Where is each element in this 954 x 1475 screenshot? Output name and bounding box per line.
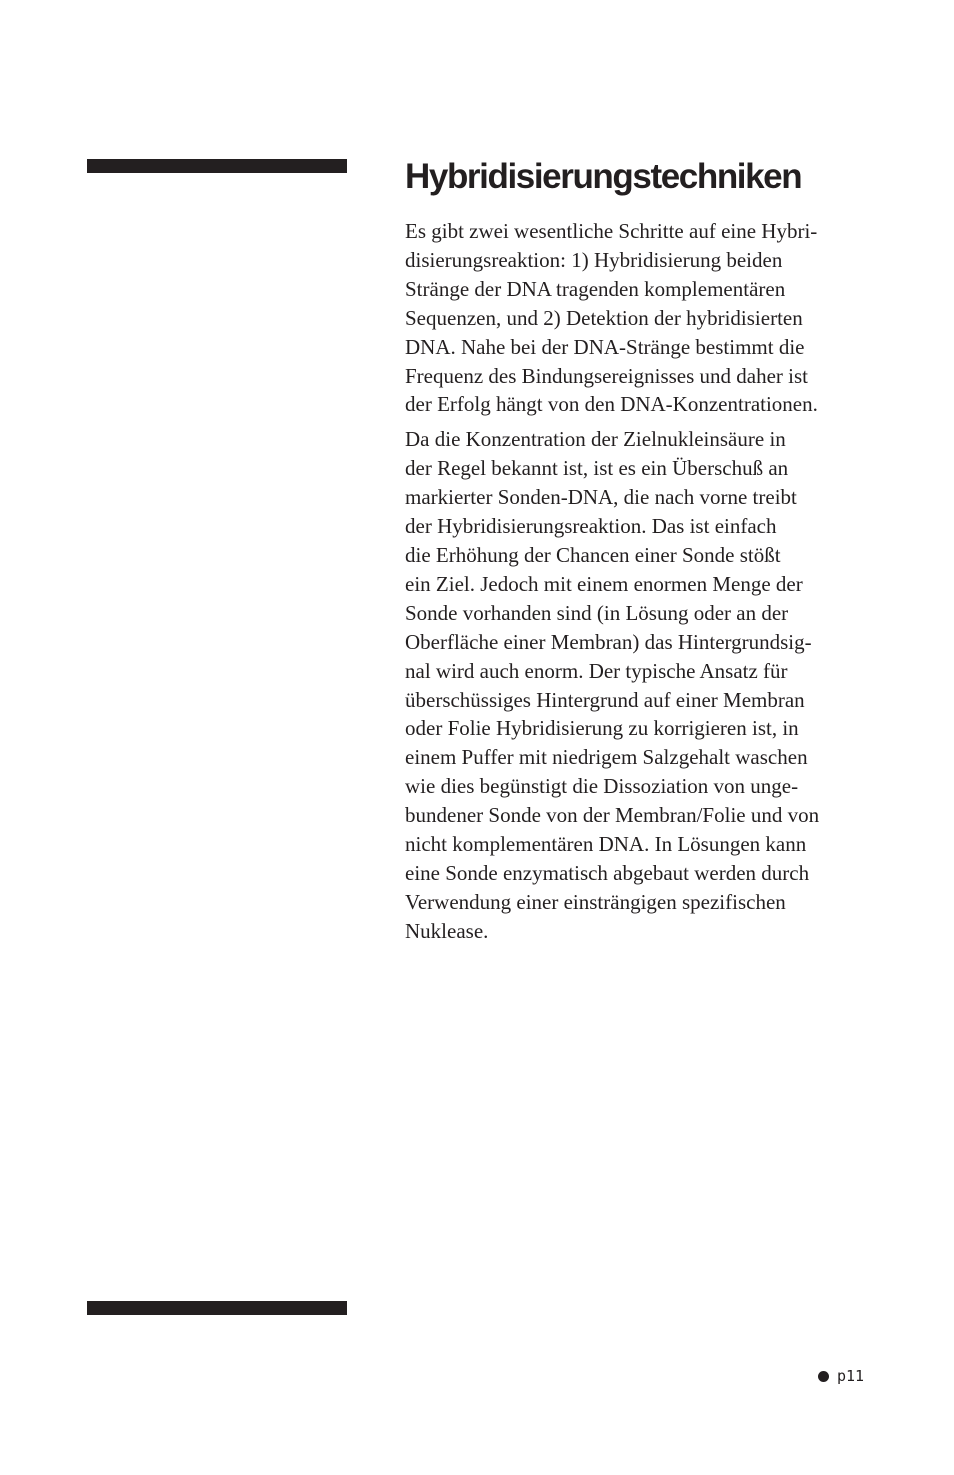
text-line: Oberfläche einer Membran) das Hintergrundsig- bbox=[405, 629, 812, 654]
page-footer bbox=[818, 1366, 864, 1386]
page-number: p11 bbox=[837, 1367, 865, 1385]
text-line: eine Sonde enzymatisch abgebaut werden durch bbox=[405, 860, 810, 885]
text-line: markierter Sonden-DNA, die nach vorne treibt bbox=[405, 485, 797, 510]
text-line: wie dies begünstigt die Dissoziation von unge- bbox=[405, 774, 799, 799]
paragraph bbox=[405, 217, 867, 419]
text-line: Verwendung einer einsträngigen spezifischen bbox=[405, 889, 786, 914]
text-line: Es gibt zwei wesentliche Schritte auf eine Hybri- bbox=[405, 219, 818, 243]
section-title: Hybridisierungstechniken bbox=[405, 157, 802, 196]
main-content bbox=[405, 155, 867, 952]
text-line: nicht komplementären DNA. In Lösungen kann bbox=[405, 832, 807, 857]
text-line: oder Folie Hybridisierung zu korrigieren ist, in bbox=[405, 716, 799, 741]
body-text bbox=[405, 217, 867, 946]
text-line: Stränge der DNA tragenden komplementären bbox=[405, 276, 786, 301]
text-line: Sonde vorhanden sind (in Lösung oder an der bbox=[405, 600, 789, 625]
text-line: ein Ziel. Jedoch mit einem enormen Menge der bbox=[405, 571, 803, 596]
text-line: überschüssiges Hintergrund auf einer Membran bbox=[405, 687, 805, 712]
text-line: nal wird auch enorm. Der typische Ansatz für bbox=[405, 658, 788, 683]
bottom-rule bbox=[87, 1301, 347, 1315]
text-line: der Hybridisierungsreaktion. Das ist einfach bbox=[405, 514, 777, 539]
top-rule bbox=[87, 159, 347, 173]
text-line: Da die Konzentration der Zielnukleinsäure in bbox=[405, 427, 786, 452]
text-line: einem Puffer mit niedrigem Salzgehalt waschen bbox=[405, 745, 808, 770]
text-line: der Regel bekannt ist, ist es ein Überschuß an bbox=[405, 456, 789, 481]
text-line: bundener Sonde von der Membran/Folie und von bbox=[405, 803, 820, 828]
text-line: Sequenzen, und 2) Detektion der hybridisierten bbox=[405, 305, 803, 330]
text-line: der Erfolg hängt von den DNA-Konzentrationen. bbox=[405, 392, 818, 417]
text-line: Frequenz des Bindungsereignisses und daher ist bbox=[405, 363, 809, 388]
paragraph bbox=[405, 425, 867, 945]
text-line: die Erhöhung der Chancen einer Sonde stößt bbox=[405, 542, 781, 567]
bullet-icon bbox=[818, 1371, 829, 1382]
text-line: Nuklease. bbox=[405, 918, 489, 943]
text-line: disierungsreaktion: 1) Hybridisierung beiden bbox=[405, 247, 783, 272]
text-line: DNA. Nahe bei der DNA-Stränge bestimmt die bbox=[405, 334, 805, 359]
